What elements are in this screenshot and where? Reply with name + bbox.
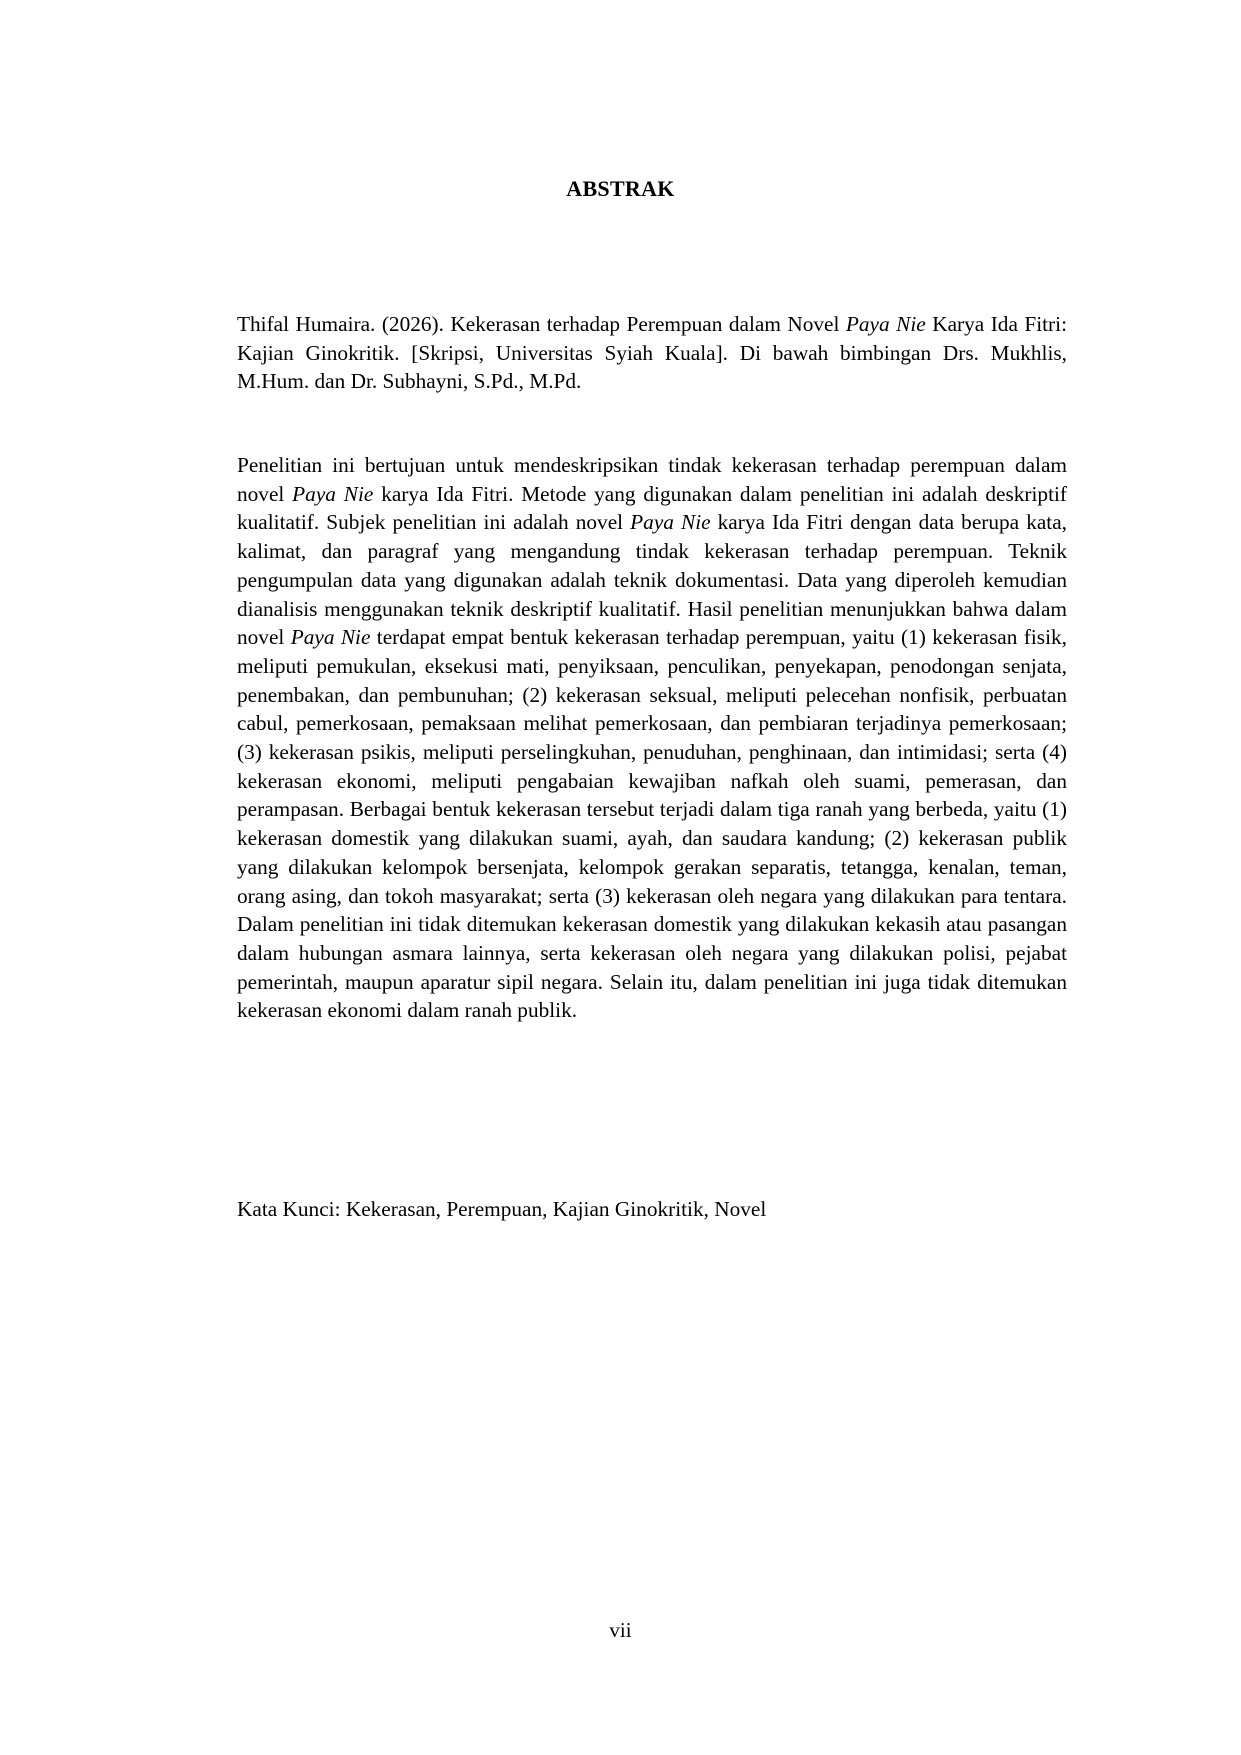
abstract-text: karya Ida Fitri dengan data berupa kata, kalimat, dan paragraf yang mengandung tindak kekerasan terhadap perempuan. Teknik pengumpulan data yang digunakan adalah teknik dokumentasi. Data yang diperoleh kemudian dianalisis menggunakan teknik deskriptif kualitatif. Hasil penelitian menunjukkan bahwa dalam novel	[237, 510, 1067, 650]
citation-text: Karya Ida Fitri: Kajian Ginokritik. [Skripsi, Universitas Syiah Kuala]. Di bawah bimbingan Drs. Mukhlis, M.Hum. dan Dr. Subhayni, S.Pd., M.Pd.	[237, 312, 1067, 394]
novel-title: Paya Nie	[630, 510, 711, 535]
abstract-text: karya Ida Fitri. Metode yang digunakan dalam penelitian ini adalah deskriptif kualitatif. Subjek penelitian ini adalah novel	[237, 481, 1067, 535]
novel-title: Paya Nie	[845, 312, 926, 336]
citation-text: Thifal Humaira. (2026). Kekerasan terhadap Perempuan dalam Novel	[237, 312, 846, 336]
page-number: vii	[609, 1618, 632, 1642]
page-title: ABSTRAK	[566, 176, 675, 201]
novel-title: Paya Nie	[292, 481, 374, 506]
abstract-paragraph	[237, 451, 1067, 1025]
citation	[237, 310, 1067, 396]
keywords: Kata Kunci: Kekerasan, Perempuan, Kajian Ginokritik, Novel	[237, 1197, 767, 1221]
abstract-text: Penelitian ini bertujuan untuk mendeskripsikan tindak kekerasan terhadap perempuan dalam novel	[237, 453, 1067, 506]
novel-title: Paya Nie	[290, 625, 371, 650]
abstract-text: terdapat empat bentuk kekerasan terhadap perempuan, yaitu (1) kekerasan fisik, meliputi pemukulan, eksekusi mati, penyiksaan, penculikan, penyekapan, penodongan senjata, penembakan, dan pembunuhan; (2) kekerasan seksual, meliputi pelecehan nonfisik, perbuatan cabul, pemerkosaan, pemaksaan melihat pemerkosaan, dan pembiaran terjadinya pemerkosaan; (3) kekerasan psikis, meliputi perselingkuhan, penuduhan, penghinaan, dan intimidasi; serta (4) kekerasan ekonomi, meliputi pengabaian kewajiban nafkah oleh suami, pemerasan, dan perampasan. Berbagai bentuk kekerasan tersebut terjadi dalam tiga ranah yang berbeda, yaitu (1) kekerasan domestik yang dilakukan suami, ayah, dan saudara kandung; (2) kekerasan publik yang dilakukan kelompok bersenjata, kelompok gerakan separatis, tetangga, kenalan, teman, orang asing, dan tokoh masyarakat; serta (3) kekerasan oleh negara yang dilakukan para tentara. Dalam penelitian ini tidak ditemukan kekerasan domestik yang dilakukan kekasih atau pasangan dalam hubungan asmara lainnya, serta kekerasan oleh negara yang dilakukan polisi, pejabat pemerintah, maupun aparatur sipil negara. Selain itu, dalam penelitian ini juga tidak ditemukan kekerasan ekonomi dalam ranah publik.	[237, 625, 1067, 1023]
